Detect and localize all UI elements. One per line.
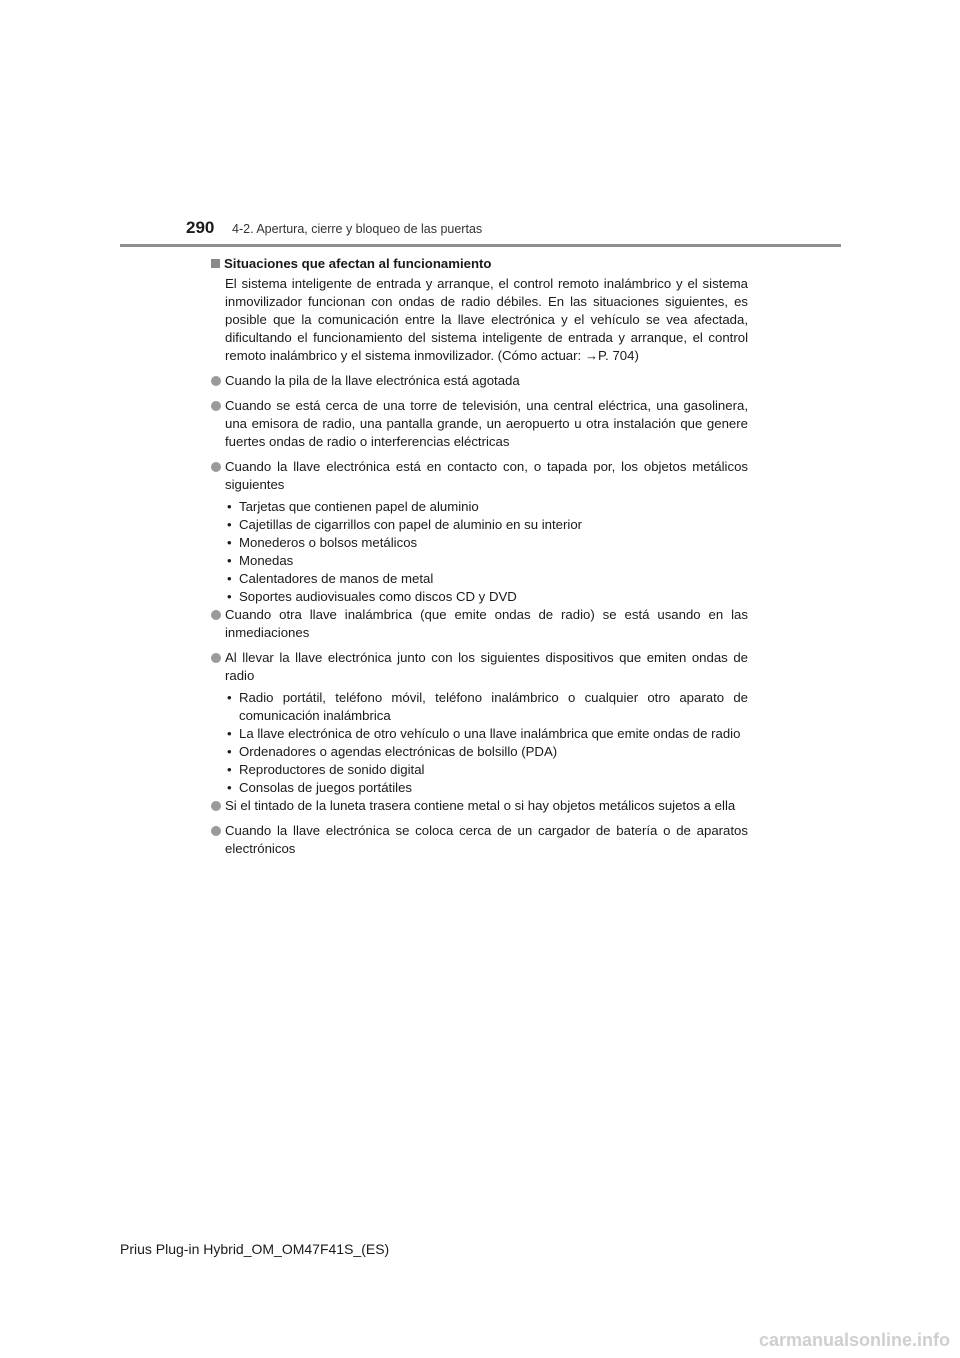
dot-icon (211, 801, 221, 811)
list-item (211, 649, 748, 685)
sub-list-item: • Monederos o bolsos metálicos (227, 535, 418, 550)
list-item-text: Cuando la llave electrónica está en contacto con, o tapada por, los objetos metálicos siguientes (225, 459, 748, 492)
watermark: carmanualsonline.info (758, 1330, 950, 1350)
running-head: 4-2. Apertura, cierre y bloqueo de las puertas (232, 222, 483, 236)
list-item (211, 372, 748, 390)
radio-devices-list (225, 689, 748, 797)
bullet: • (227, 553, 232, 568)
header-rule (120, 244, 841, 247)
sub-list-item: • Radio portátil, teléfono móvil, teléfono inalámbrico o cualquier otro aparato de comunicación inalámbrica (227, 690, 748, 723)
list-item-text: Cuando se está cerca de una torre de televisión, una central eléctrica, una gasolinera, una emisora de radio, una pantalla grande, un aeropuerto u otra instalación que genere fuertes ondas de radio o interferencias eléctricas (225, 398, 748, 449)
bullet: • (227, 589, 232, 604)
bullet: • (227, 762, 232, 777)
list-item (211, 606, 748, 642)
dot-icon (211, 653, 221, 663)
dot-icon (211, 401, 221, 411)
dot-icon (211, 376, 221, 386)
bullet: • (227, 499, 232, 514)
sub-list-item: • Ordenadores o agendas electrónicas de bolsillo (PDA) (227, 744, 558, 759)
bullet: • (227, 535, 232, 550)
content (211, 255, 748, 865)
dot-icon (211, 462, 221, 472)
list-item (211, 797, 748, 815)
bullet: • (227, 780, 232, 795)
page-number: 290 (186, 218, 215, 237)
list-item (211, 822, 748, 858)
sub-list-item: • Monedas (227, 553, 294, 568)
bullet: • (227, 726, 232, 741)
sub-list-item: • Consolas de juegos portátiles (227, 780, 413, 795)
section-heading (211, 255, 748, 273)
sub-list-item: • Tarjetas que contienen papel de aluminio (227, 499, 479, 514)
bullet: • (227, 744, 232, 759)
footer-document-id: Prius Plug-in Hybrid_OM_OM47F41S_(ES) (120, 1241, 390, 1257)
sub-list-item: • La llave electrónica de otro vehículo o una llave inalámbrica que emite ondas de radio (227, 726, 741, 741)
list-item-text: Cuando otra llave inalámbrica (que emite ondas de radio) se está usando en las inmediaciones (225, 607, 748, 640)
metal-objects-list (225, 498, 748, 606)
dot-icon (211, 826, 221, 836)
section-heading-text: Situaciones que afectan al funcionamiento (224, 256, 492, 271)
list-item-text: Al llevar la llave electrónica junto con los siguientes dispositivos que emiten ondas de radio (225, 650, 748, 683)
bullet: • (227, 517, 232, 532)
list-item (211, 458, 748, 494)
list-item (211, 397, 748, 451)
list-item-text: Cuando la llave electrónica se coloca cerca de un cargador de batería o de aparatos electrónicos (225, 823, 748, 856)
sub-list-item: • Cajetillas de cigarrillos con papel de aluminio en su interior (227, 517, 583, 532)
list-item-text: Si el tintado de la luneta trasera contiene metal o si hay objetos metálicos sujetos a ella (225, 798, 736, 813)
list-item-text: Cuando la pila de la llave electrónica está agotada (225, 373, 520, 388)
bullet: • (227, 690, 232, 705)
sub-list-item: • Soportes audiovisuales como discos CD y DVD (227, 589, 517, 604)
sub-list-item: • Reproductores de sonido digital (227, 762, 425, 777)
sub-list-item: • Calentadores de manos de metal (227, 571, 434, 586)
section-intro: El sistema inteligente de entrada y arranque, el control remoto inalámbrico y el sistema inmovilizador funcionan con ondas de radio débiles. En las situaciones siguientes, es posible que la comunicación entre la llave electrónica y el vehículo se vea afectada, dificultando el funcionamiento del sistema inteligente de entrada y arranque, el control remoto inalámbrico y el sistema inmovilizador. (Cómo actuar: →P. 704) (225, 276, 748, 363)
bullet: • (227, 571, 232, 586)
dot-icon (211, 610, 221, 620)
square-icon (211, 259, 220, 268)
